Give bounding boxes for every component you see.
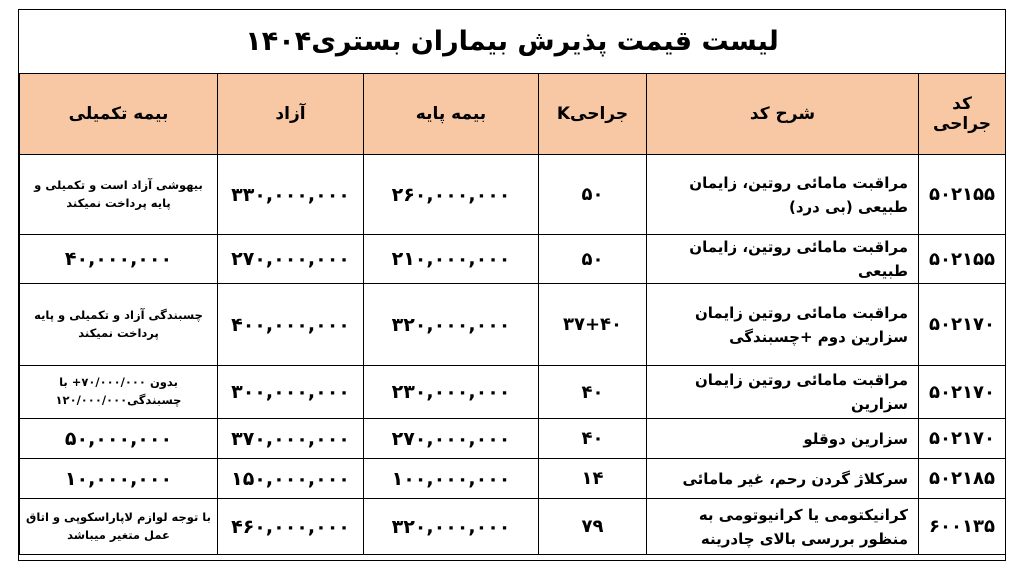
cell-code: ۵۰۲۱۷۰ <box>919 284 1006 366</box>
cell-code: ۵۰۲۱۸۵ <box>919 459 1006 499</box>
cell-base-insurance: ۲۷۰,۰۰۰,۰۰۰ <box>364 419 539 459</box>
table-row <box>20 366 1006 419</box>
cell-free: ۴۶۰,۰۰۰,۰۰۰ <box>218 499 364 555</box>
cell-code: ۶۰۰۱۳۵ <box>919 499 1006 555</box>
cell-description: سزارین دوقلو <box>647 419 919 459</box>
cell-code: ۵۰۲۱۵۵ <box>919 155 1006 235</box>
cell-supplementary-note: با توجه لوازم لاپاراسکوپی و اتاق عمل متغیر میباشد <box>20 499 218 555</box>
cell-description: کرانیکتومی یا کرانیوتومی به منظور بررسی بالای چادرینه <box>647 499 919 555</box>
col-header-k: جراحیK <box>539 74 647 155</box>
price-list-sheet <box>18 9 1006 561</box>
col-header-description: شرح کد <box>647 74 919 155</box>
cell-code: ۵۰۲۱۷۰ <box>919 419 1006 459</box>
cell-free: ۳۳۰,۰۰۰,۰۰۰ <box>218 155 364 235</box>
cell-base-insurance: ۱۰۰,۰۰۰,۰۰۰ <box>364 459 539 499</box>
cell-k: ۵۰ <box>539 235 647 284</box>
col-header-supplementary-insurance: بیمه تکمیلی <box>20 74 218 155</box>
cell-supplementary-note: بیهوشی آزاد است و تکمیلی و پایه پرداخت نمیکند <box>20 155 218 235</box>
cell-description: مراقبت مامائی روتین زایمان سزارین <box>647 366 919 419</box>
table-row <box>20 459 1006 499</box>
table-row <box>20 235 1006 284</box>
table-row <box>20 499 1006 555</box>
col-header-free: آزاد <box>218 74 364 155</box>
cell-k: ۵۰ <box>539 155 647 235</box>
cell-supplementary: ۵۰,۰۰۰,۰۰۰ <box>20 419 218 459</box>
cell-free: ۲۷۰,۰۰۰,۰۰۰ <box>218 235 364 284</box>
cell-k: ۴۰ <box>539 366 647 419</box>
cell-description: مراقبت مامائی روتین، زایمان طبیعی <box>647 235 919 284</box>
cell-supplementary-note: بدون ۷۰/۰۰۰/۰۰۰+ با چسبندگی۱۲۰/۰۰۰/۰۰۰ <box>20 366 218 419</box>
price-table <box>19 73 1006 555</box>
col-header-code: کد جراحی <box>919 74 1006 155</box>
cell-supplementary: ۴۰,۰۰۰,۰۰۰ <box>20 235 218 284</box>
table-row <box>20 419 1006 459</box>
cell-supplementary: ۱۰,۰۰۰,۰۰۰ <box>20 459 218 499</box>
header-row <box>20 74 1006 155</box>
table-row <box>20 155 1006 235</box>
cell-base-insurance: ۳۲۰,۰۰۰,۰۰۰ <box>364 499 539 555</box>
cell-free: ۳۷۰,۰۰۰,۰۰۰ <box>218 419 364 459</box>
cell-k: ۳۷+۴۰ <box>539 284 647 366</box>
cell-supplementary-note: چسبندگی آزاد و تکمیلی و پایه پرداخت نمیکند <box>20 284 218 366</box>
cell-base-insurance: ۲۶۰,۰۰۰,۰۰۰ <box>364 155 539 235</box>
page-title: لیست قیمت پذیرش بیماران بستری۱۴۰۴ <box>19 10 1005 74</box>
cell-k: ۱۴ <box>539 459 647 499</box>
table-row <box>20 284 1006 366</box>
cell-free: ۴۰۰,۰۰۰,۰۰۰ <box>218 284 364 366</box>
cell-description: مراقبت مامائی روتین، زایمان طبیعی (بی درد) <box>647 155 919 235</box>
cell-k: ۷۹ <box>539 499 647 555</box>
cell-code: ۵۰۲۱۷۰ <box>919 366 1006 419</box>
cell-k: ۴۰ <box>539 419 647 459</box>
cell-free: ۳۰۰,۰۰۰,۰۰۰ <box>218 366 364 419</box>
cell-base-insurance: ۲۳۰,۰۰۰,۰۰۰ <box>364 366 539 419</box>
cell-description: مراقبت مامائی روتین زایمان سزارین دوم +چسبندگی <box>647 284 919 366</box>
cell-free: ۱۵۰,۰۰۰,۰۰۰ <box>218 459 364 499</box>
col-header-base-insurance: بیمه پایه <box>364 74 539 155</box>
cell-base-insurance: ۳۲۰,۰۰۰,۰۰۰ <box>364 284 539 366</box>
cell-code: ۵۰۲۱۵۵ <box>919 235 1006 284</box>
cell-base-insurance: ۲۱۰,۰۰۰,۰۰۰ <box>364 235 539 284</box>
cell-description: سرکلاژ گردن رحم، غیر مامائی <box>647 459 919 499</box>
